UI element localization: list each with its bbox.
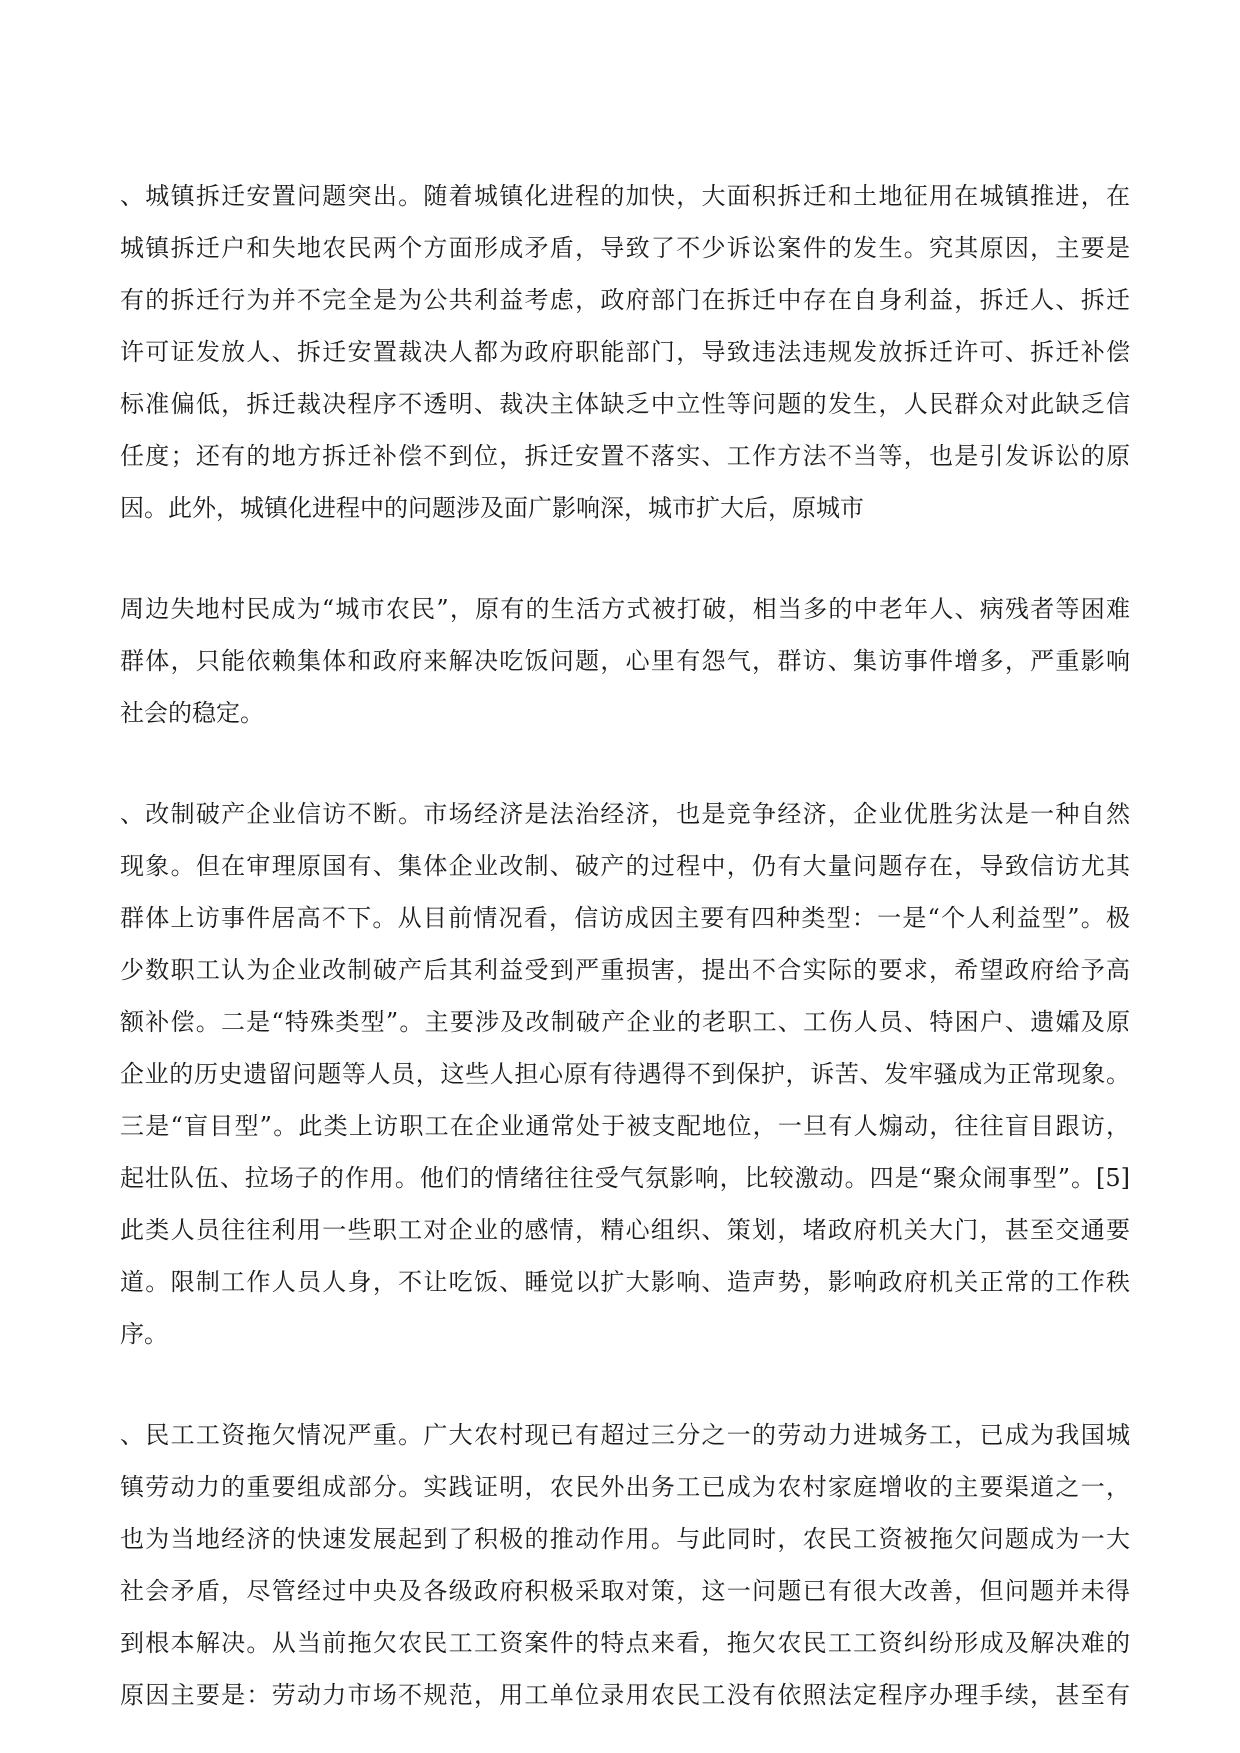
paragraph-2-line-3: 社会的稳定。 [120,699,264,727]
paragraph-1-line-2: 城镇拆迁户和失地农民两个方面形成矛盾，导致了不少诉讼案件的发生。究其原因，主要是 [120,234,1130,262]
paragraph-4-line-1: 、民工工资拖欠情况严重。广大农村现已有超过三分之一的劳动力进城务工，已成为我国城 [120,1421,1130,1449]
paragraph-3-line-1: 、改制破产企业信访不断。市场经济是法治经济，也是竞争经济，企业优胜劣汰是一种自然 [120,800,1130,828]
paragraph-4-line-3: 也为当地经济的快速发展起到了积极的推动作用。与此同时，农民工资被拖欠问题成为一大 [120,1525,1130,1553]
paragraph-3-line-2: 现象。但在审理原国有、集体企业改制、破产的过程中，仍有大量问题存在，导致信访尤其 [120,852,1130,880]
paragraph-2-line-1: 周边失地村民成为“城市农民”，原有的生活方式被打破，相当多的中老年人、病残者等困难 [120,595,1130,623]
paragraph-3-line-4: 少数职工认为企业改制破产后其利益受到严重损害，提出不合实际的要求，希望政府给予高 [120,956,1130,984]
paragraph-3-line-9: 此类人员往往利用一些职工对企业的感情，精心组织、策划，堵政府机关大门，甚至交通要 [120,1216,1130,1244]
paragraph-1-line-5: 标准偏低，拆迁裁决程序不透明、裁决主体缺乏中立性等问题的发生，人民群众对此缺乏信 [120,390,1130,418]
paragraph-4-line-6: 原因主要是：劳动力市场不规范，用工单位录用农民工没有依照法定程序办理手续，甚至有 [120,1681,1130,1709]
paragraph-1-line-7: 因。此外，城镇化进程中的问题涉及面广影响深，城市扩大后，原城市 [120,494,864,522]
paragraph-4-line-2: 镇劳动力的重要组成部分。实践证明，农民外出务工已成为农村家庭增收的主要渠道之一， [120,1473,1130,1501]
paragraph-3-line-8: 起壮队伍、拉场子的作用。他们的情绪往往受气氛影响，比较激动。四是“聚众闹事型”。[5] [120,1164,1130,1192]
paragraph-3-line-7: 三是“盲目型”。此类上访职工在企业通常处于被支配地位，一旦有人煽动，往往盲目跟访， [120,1112,1130,1140]
paragraph-2-line-2: 群体，只能依赖集体和政府来解决吃饭问题，心里有怨气，群访、集访事件增多，严重影响 [120,647,1130,675]
paragraph-3-line-10: 道。限制工作人员人身，不让吃饭、睡觉以扩大影响、造声势，影响政府机关正常的工作秩 [120,1268,1130,1296]
paragraph-4-line-4: 社会矛盾，尽管经过中央及各级政府积极采取对策，这一问题已有很大改善，但问题并未得 [120,1577,1130,1605]
paragraph-1-line-1: 、城镇拆迁安置问题突出。随着城镇化进程的加快，大面积拆迁和土地征用在城镇推进，在 [120,182,1130,210]
paragraph-4-line-5: 到根本解决。从当前拖欠农民工工资案件的特点来看，拖欠农民工工资纠纷形成及解决难的 [120,1629,1130,1657]
paragraph-3-line-5: 额补偿。二是“特殊类型”。主要涉及改制破产企业的老职工、工伤人员、特困户、遗孀及原 [120,1008,1130,1036]
paragraph-3-line-11: 序。 [120,1320,168,1348]
paragraph-1-line-6: 任度；还有的地方拆迁补偿不到位，拆迁安置不落实、工作方法不当等，也是引发诉讼的原 [120,442,1130,470]
paragraph-3-line-6: 企业的历史遗留问题等人员，这些人担心原有待遇得不到保护，诉苦、发牢骚成为正常现象。 [120,1060,1130,1088]
paragraph-3-line-3: 群体上访事件居高不下。从目前情况看，信访成因主要有四种类型：一是“个人利益型”。极 [120,904,1130,932]
paragraph-1-line-3: 有的拆迁行为并不完全是为公共利益考虑，政府部门在拆迁中存在自身利益，拆迁人、拆迁 [120,286,1130,314]
paragraph-1-line-4: 许可证发放人、拆迁安置裁决人都为政府职能部门，导致违法违规发放拆迁许可、拆迁补偿 [120,338,1130,366]
